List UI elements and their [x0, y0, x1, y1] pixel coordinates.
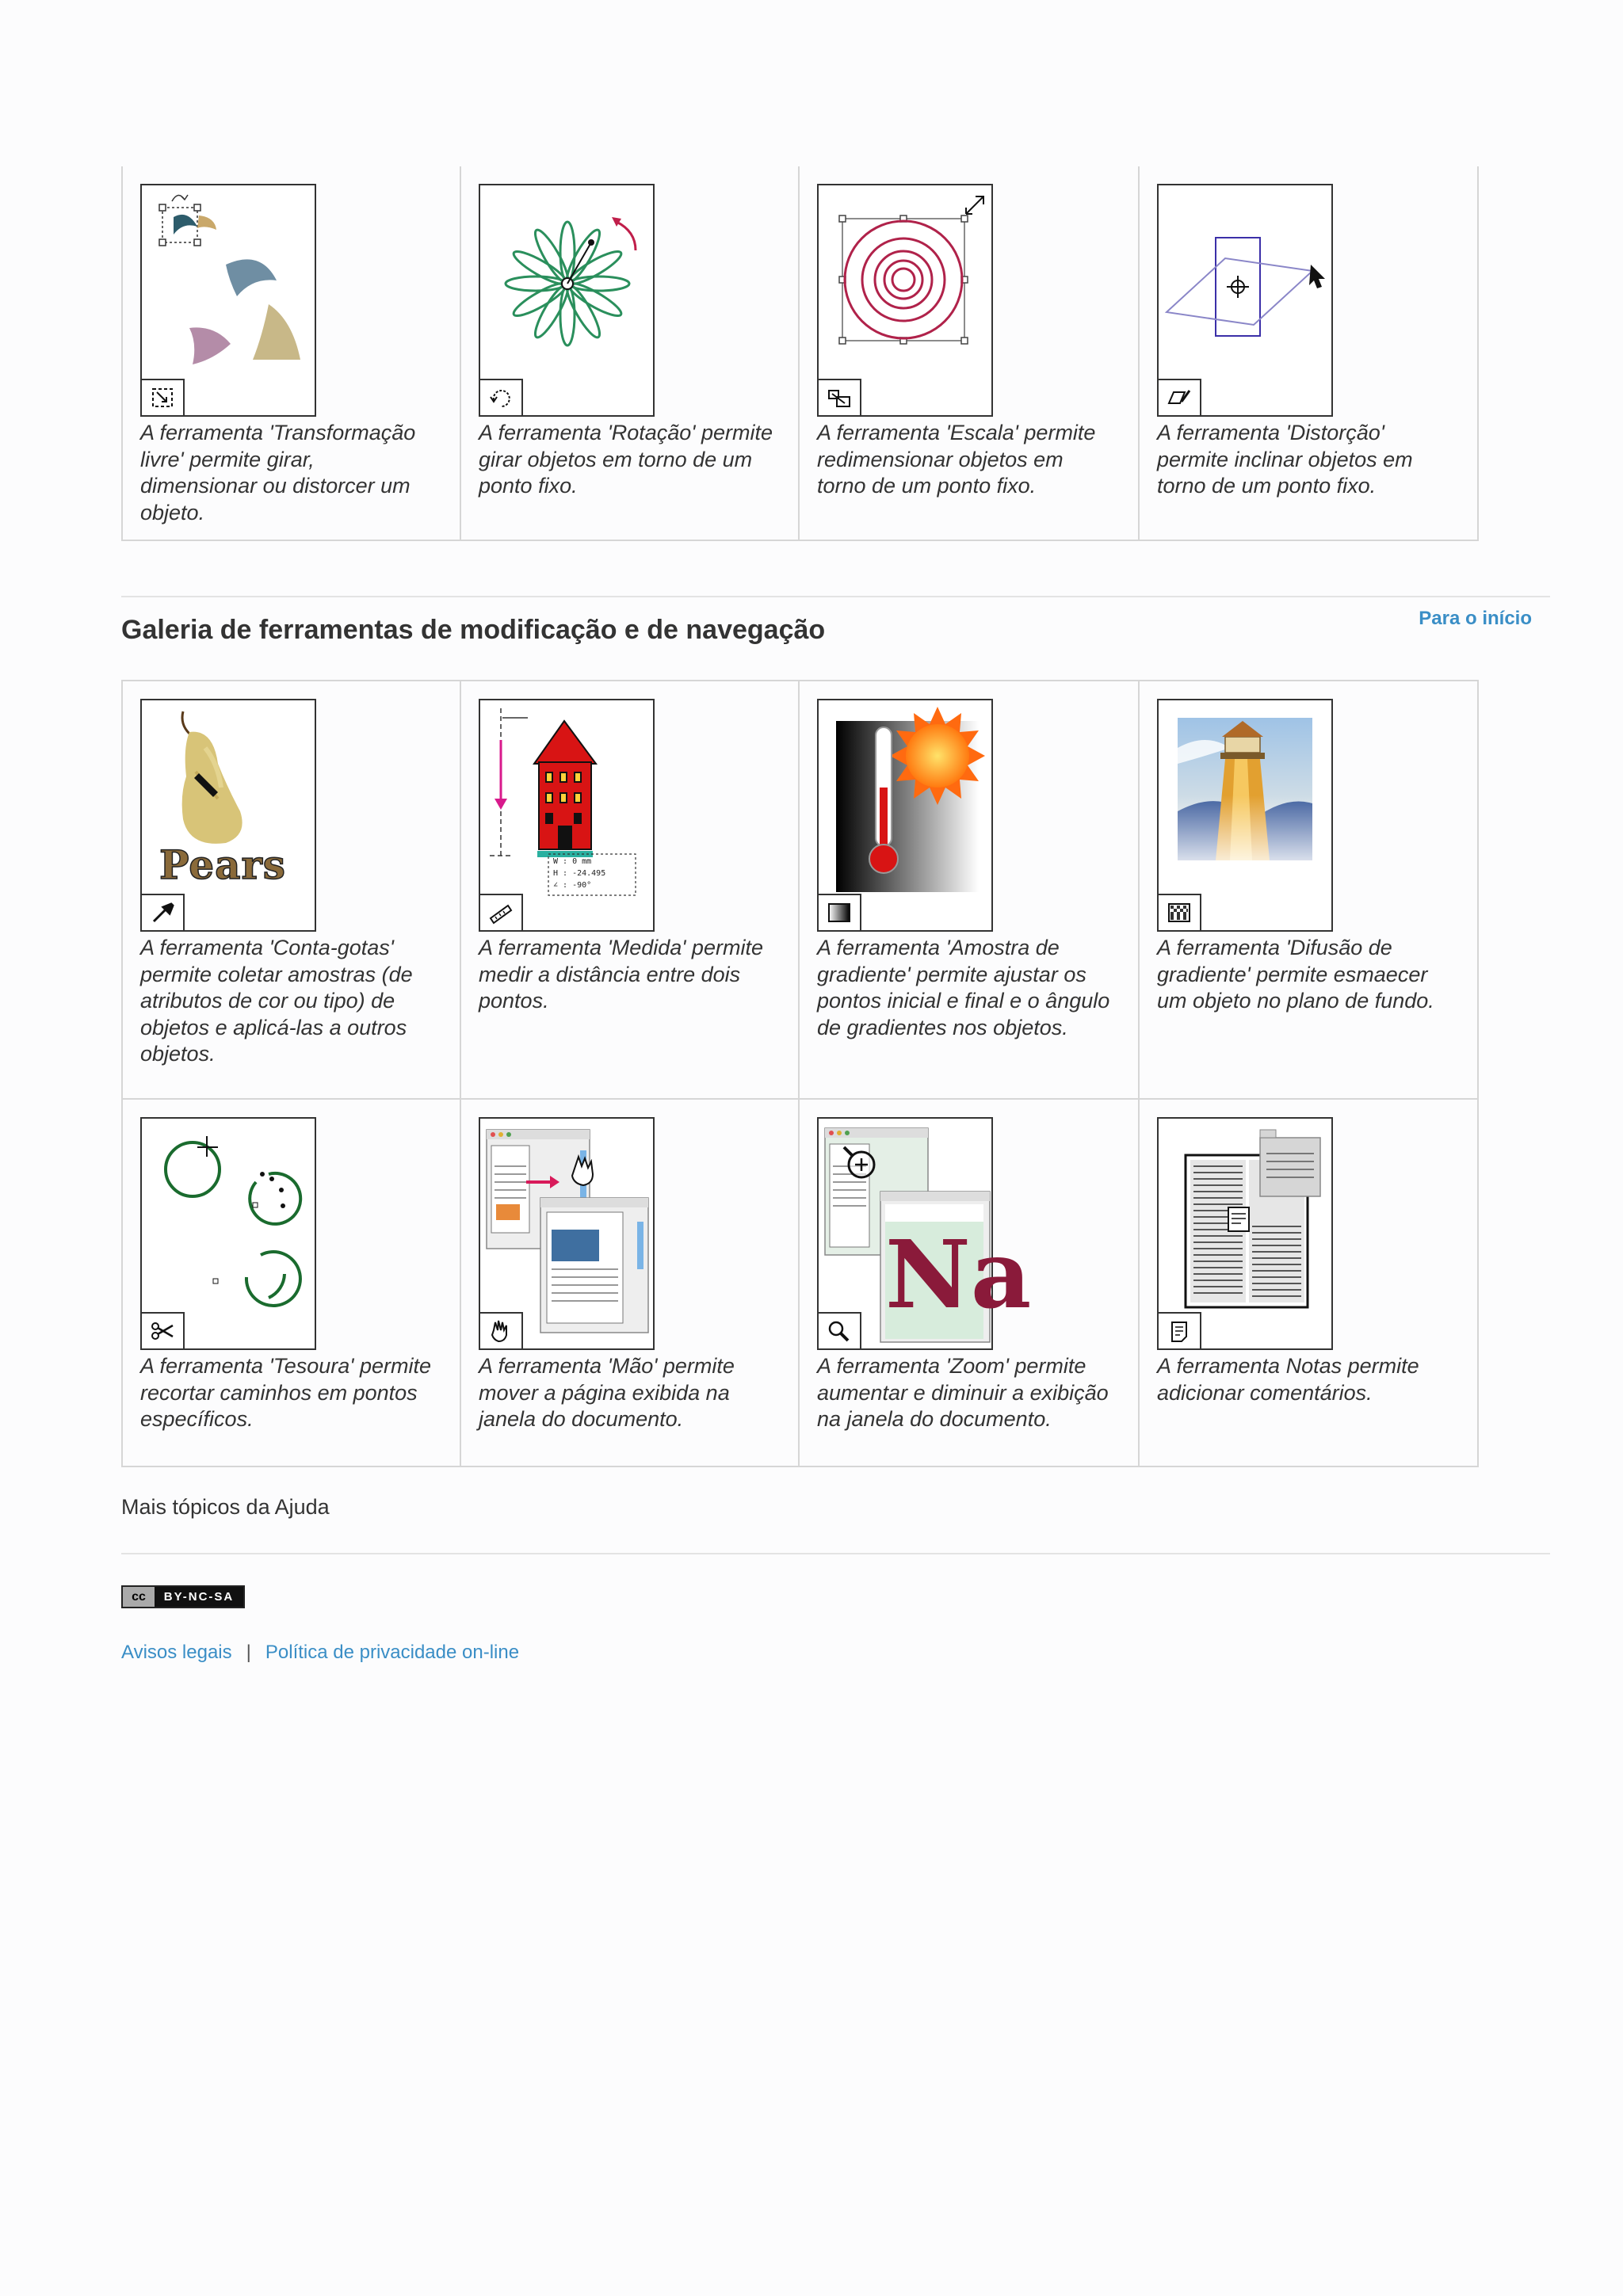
- scale-illustration: [817, 184, 993, 417]
- scissors-illustration: [140, 1117, 316, 1350]
- shear-caption: A ferramenta 'Distorção' permite inclinar objetos em torno de um ponto fixo.: [1157, 421, 1413, 498]
- gradient-feather-illustration: [1157, 699, 1333, 932]
- pears-text: Pears: [159, 841, 286, 888]
- notes-caption: A ferramenta Notas permite adicionar comentários.: [1157, 1354, 1419, 1405]
- gallery-cell: [1139, 681, 1478, 1099]
- gradient-swatch-caption: A ferramenta 'Amostra de gradiente' permite ajustar os pontos inicial e final e o ângulo de gradientes nos objetos.: [817, 936, 1110, 1039]
- free-transform-caption: A ferramenta 'Transformação livre' permite girar, dimensionar ou distorcer um objeto.: [140, 421, 416, 524]
- scale-caption: A ferramenta 'Escala' permite redimensionar objetos em torno de um ponto fixo.: [817, 421, 1096, 498]
- legal-notices-link[interactable]: Avisos legais: [121, 1642, 232, 1663]
- back-to-top-link[interactable]: Para o início: [1419, 608, 1532, 629]
- gradient-swatch-tool-icon: [819, 894, 861, 930]
- measure-illustration: [479, 699, 655, 932]
- eyedropper-illustration: [140, 699, 316, 932]
- gallery-cell: [122, 166, 460, 540]
- notes-tool-icon: [1159, 1312, 1201, 1348]
- license-type-label: BY-NC-SA: [163, 1590, 235, 1604]
- gallery-cell: [799, 681, 1139, 1099]
- gradient-swatch-illustration: [817, 699, 993, 932]
- scissors-caption: A ferramenta 'Tesoura' permite recortar caminhos em pontos específicos.: [140, 1354, 431, 1431]
- gallery-cell: [799, 166, 1139, 540]
- eyedropper-tool-icon: [142, 894, 185, 930]
- footer-separator: |: [246, 1642, 251, 1663]
- scale-tool-icon: [819, 379, 861, 415]
- zoom-magnified-text: Na: [885, 1219, 1032, 1329]
- gradient-feather-tool-icon: [1159, 894, 1201, 930]
- gradient-feather-caption: A ferramenta 'Difusão de gradiente' permite esmaecer um objeto no plano de fundo.: [1157, 936, 1434, 1013]
- cc-icon: cc: [123, 1587, 155, 1607]
- gallery-cell: [1139, 1099, 1478, 1466]
- rotate-tool-icon: [480, 379, 523, 415]
- measure-angle-value: ∠ : -90°: [553, 881, 592, 890]
- gallery-cell: [460, 1099, 799, 1466]
- gallery-cell: [122, 681, 460, 1099]
- gallery-cell: [799, 1099, 1139, 1466]
- measure-tool-icon: [480, 894, 523, 930]
- gallery-cell: [122, 1099, 460, 1466]
- scissors-tool-icon: [142, 1312, 185, 1348]
- notes-illustration: [1157, 1117, 1333, 1350]
- zoom-caption: A ferramenta 'Zoom' permite aumentar e diminuir a exibição na janela do documento.: [817, 1354, 1109, 1431]
- measure-caption: A ferramenta 'Medida' permite medir a distância entre dois pontos.: [479, 936, 763, 1013]
- free-transform-tool-icon: [142, 379, 185, 415]
- zoom-illustration: [817, 1117, 1032, 1350]
- privacy-policy-link[interactable]: Política de privacidade on-line: [265, 1642, 520, 1663]
- more-help-topics-heading: Mais tópicos da Ajuda: [121, 1495, 330, 1519]
- rotate-caption: A ferramenta 'Rotação' permite girar objetos em torno de um ponto fixo.: [479, 421, 773, 498]
- hand-tool-icon: [480, 1312, 523, 1348]
- hand-caption: A ferramenta 'Mão' permite mover a página exibida na janela do documento.: [479, 1354, 735, 1431]
- measure-readout: [553, 856, 605, 891]
- footer-divider: [121, 1553, 1550, 1554]
- hand-illustration: [479, 1117, 655, 1350]
- rotate-illustration: [479, 184, 655, 417]
- footer-links: [121, 1642, 519, 1664]
- zoom-tool-icon: [819, 1312, 861, 1348]
- gallery-cell: [460, 681, 799, 1099]
- measure-width-value: W : 0 mm: [553, 857, 592, 866]
- transform-tools-gallery: [121, 166, 1479, 541]
- free-transform-illustration: [140, 184, 316, 417]
- shear-illustration: [1157, 184, 1333, 417]
- gallery-cell: [460, 166, 799, 540]
- measure-height-value: H : -24.495: [553, 869, 606, 878]
- modification-tools-gallery: [121, 680, 1479, 1467]
- shear-tool-icon: [1159, 379, 1201, 415]
- section-title: Galeria de ferramentas de modificação e de navegação: [121, 615, 826, 645]
- section-divider: [121, 596, 1550, 597]
- eyedropper-caption: A ferramenta 'Conta-gotas' permite coletar amostras (de atributos de cor ou tipo) de objetos e aplicá-las a outros objetos.: [140, 936, 413, 1066]
- gallery-cell: [1139, 166, 1478, 540]
- creative-commons-license-badge[interactable]: [121, 1585, 245, 1608]
